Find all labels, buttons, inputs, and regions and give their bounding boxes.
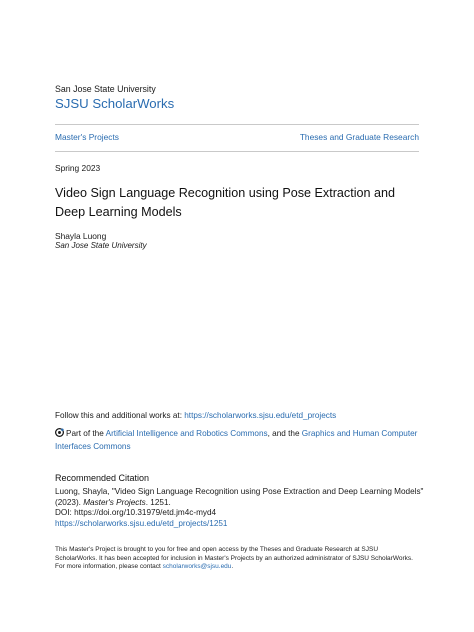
part-of-line [55, 428, 420, 453]
citation-line-2 [55, 498, 425, 509]
author-name: Shayla Luong [55, 231, 107, 241]
follow-line [55, 411, 336, 420]
repository-link[interactable]: SJSU ScholarWorks [55, 96, 175, 111]
network-commons-icon [55, 428, 64, 437]
ai-robotics-commons-link[interactable]: Artificial Intelligence and Robotics Commons [105, 429, 268, 438]
citation-doi: DOI: https://doi.org/10.31979/etd.jm4c-myd4 [55, 508, 217, 518]
recommended-citation-heading: Recommended Citation [55, 473, 150, 483]
citation-block [55, 487, 425, 529]
notice-text: This Master's Project is brought to you for free and open access by the Theses and Graduate Research at SJSU ScholarWorks. It has been accepted for inclusion in Master's Projects by an authorized administrator of SJSU ScholarWorks. For more information, please contact [55, 546, 413, 571]
citation-number: . 1251. [145, 497, 171, 507]
citation-year: (2023). [55, 497, 84, 507]
open-access-notice [55, 546, 420, 572]
notice-end: . [231, 563, 234, 571]
part-of-middle: , and the [267, 429, 302, 438]
graphics-hci-commons-link[interactable]: Graphics and Human Computer Interfaces Commons [55, 429, 418, 451]
institution-name: San Jose State University [55, 84, 156, 94]
contact-email-link[interactable]: scholarworks@sjsu.edu [162, 563, 232, 571]
masters-projects-link[interactable]: Master's Projects [55, 132, 119, 142]
nav-divider [55, 151, 419, 152]
theses-graduate-research-link[interactable]: Theses and Graduate Research [299, 132, 419, 142]
follow-prefix: Follow this and additional works at: [55, 411, 185, 420]
citation-series: Master's Projects [83, 497, 146, 507]
top-divider [55, 124, 419, 125]
citation-line-1: Luong, Shayla, "Video Sign Language Recognition using Pose Extraction and Deep Learning Models" [55, 487, 424, 496]
follow-url-link[interactable]: https://scholarworks.sjsu.edu/etd_projects [184, 411, 337, 420]
author-affiliation: San Jose State University [55, 241, 147, 250]
part-of-prefix: Part of the [66, 429, 106, 438]
work-title: Video Sign Language Recognition using Pose Extraction and Deep Learning Models [55, 186, 396, 219]
citation-url-link[interactable]: https://scholarworks.sjsu.edu/etd_projects/1251 [55, 518, 228, 528]
publication-date: Spring 2023 [55, 163, 101, 173]
